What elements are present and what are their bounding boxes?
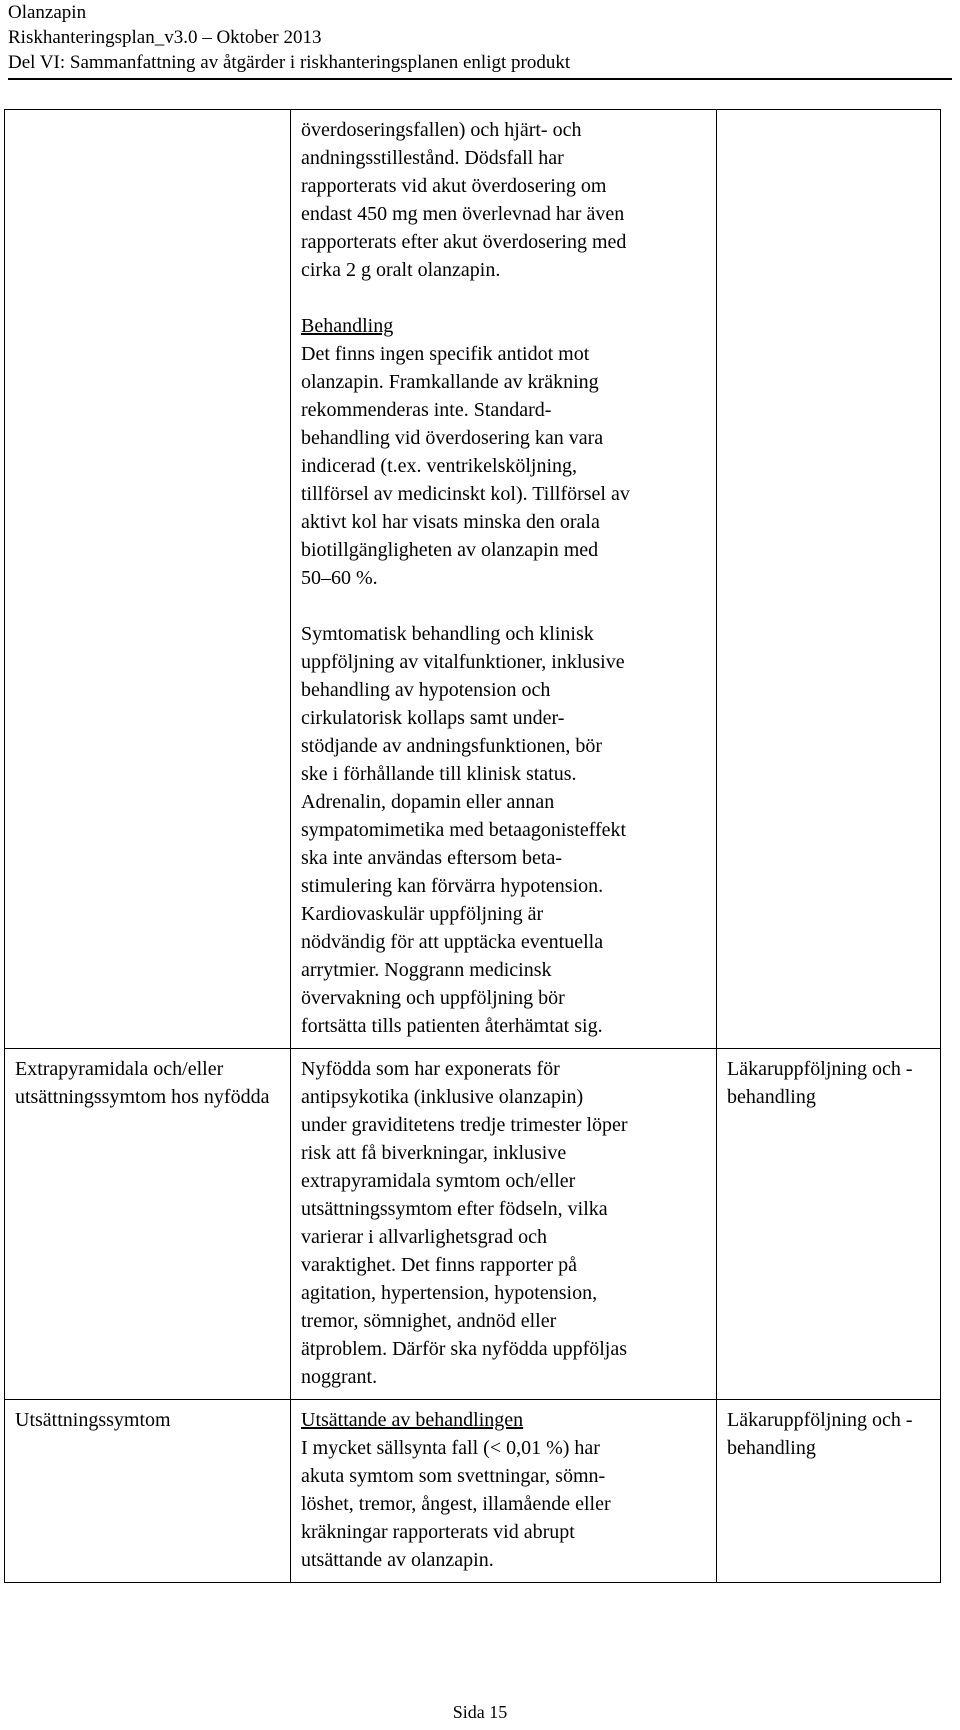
description-cell: [291, 1400, 717, 1583]
paragraph-line: ska inte användas eftersom beta-: [301, 847, 563, 869]
paragraph-line: biotillgängligheten av olanzapin med: [301, 539, 599, 561]
paragraph-line: Nyfödda som har exponerats för: [301, 1058, 560, 1080]
paragraph-line: Adrenalin, dopamin eller annan: [301, 791, 555, 813]
paragraph-line: tillförsel av medicinskt kol). Tillförsel av: [301, 483, 630, 505]
paragraph-line: indicerad (t.ex. ventrikelsköljning,: [301, 455, 578, 477]
risk-table-body: [5, 110, 941, 1583]
risk-cell: Extrapyramidala och/eller utsättningssymtom hos nyfödda: [5, 1049, 291, 1400]
paragraph-line: uppföljning av vitalfunktioner, inklusive: [301, 651, 625, 673]
paragraph-line: stimulering kan förvärra hypotension.: [301, 875, 604, 897]
paragraph-line: behandling vid överdosering kan vara: [301, 427, 604, 449]
description-paragraph: [301, 620, 706, 1040]
page-number: Sida 15: [452, 1702, 508, 1722]
document-section: Del VI: Sammanfattning av åtgärder i riskhanteringsplanen enligt produkt: [8, 52, 571, 73]
document-version: Riskhanteringsplan_v3.0 – Oktober 2013: [8, 27, 322, 48]
paragraph-line: ätproblem. Därför ska nyfödda uppföljas: [301, 1338, 628, 1360]
paragraph-line: 50–60 %.: [301, 567, 378, 589]
paragraph-line: Det finns ingen specifik antidot mot: [301, 343, 590, 365]
paragraph-line: löshet, tremor, ångest, illamående eller: [301, 1493, 611, 1515]
paragraph-line: under graviditetens tredje trimester löper: [301, 1114, 628, 1136]
paragraph-line: sympatomimetika med betaagonisteffekt: [301, 819, 627, 841]
paragraph-line: aktivt kol har visats minska den orala: [301, 511, 600, 533]
paragraph-line: antipsykotika (inklusive olanzapin): [301, 1086, 584, 1108]
paragraph-line: cirka 2 g oralt olanzapin.: [301, 259, 501, 281]
paragraph-line: ske i förhållande till klinisk status.: [301, 763, 577, 785]
paragraph-line: utsättningssymtom efter födseln, vilka: [301, 1198, 608, 1220]
table-row: [5, 110, 941, 1049]
paragraph-line: tremor, sömnighet, andnöd eller: [301, 1310, 557, 1332]
description-paragraph: [301, 116, 706, 284]
paragraph-line: nödvändig för att upptäcka eventuella: [301, 931, 604, 953]
paragraph-line: risk att få biverkningar, inklusive: [301, 1142, 567, 1164]
paragraph-line: rekommenderas inte. Standard-: [301, 399, 552, 421]
paragraph-line: I mycket sällsynta fall (< 0,01 %) har: [301, 1437, 600, 1459]
header-divider: [8, 78, 952, 80]
paragraph-line: rapporterats efter akut överdosering med: [301, 231, 627, 253]
paragraph-line: akuta symtom som svettningar, sömn-: [301, 1465, 606, 1487]
paragraph-heading: Utsättande av behandlingen: [301, 1409, 524, 1431]
paragraph-line: fortsätta tills patienten återhämtat sig.: [301, 1015, 603, 1037]
paragraph-line: andningsstillestånd. Dödsfall har: [301, 147, 564, 169]
paragraph-line: utsättande av olanzapin.: [301, 1549, 494, 1571]
paragraph-line: överdoseringsfallen) och hjärt- och: [301, 119, 582, 141]
paragraph-line: kräkningar rapporterats vid abrupt: [301, 1521, 575, 1543]
description-paragraph: [301, 1406, 706, 1574]
paragraph-line: varaktighet. Det finns rapporter på: [301, 1254, 578, 1276]
paragraph-line: behandling av hypotension och: [301, 679, 551, 701]
measure-cell: Läkaruppföljning och -behandling: [717, 1400, 941, 1583]
measure-cell: Läkaruppföljning och -behandling: [717, 1049, 941, 1400]
paragraph-line: endast 450 mg men överlevnad har även: [301, 203, 625, 225]
paragraph-line: rapporterats vid akut överdosering om: [301, 175, 607, 197]
risk-cell: Utsättningssymtom: [5, 1400, 291, 1583]
paragraph-line: Symtomatisk behandling och klinisk: [301, 623, 594, 645]
measure-cell: [717, 110, 941, 1049]
table-row: [5, 1049, 941, 1400]
document-title: Olanzapin: [8, 2, 87, 23]
paragraph-line: Kardiovaskulär uppföljning är: [301, 903, 544, 925]
paragraph-line: stödjande av andningsfunktionen, bör: [301, 735, 603, 757]
description-cell: [291, 110, 717, 1049]
paragraph-heading: Behandling: [301, 315, 394, 337]
page-header: [8, 0, 952, 75]
paragraph-line: olanzapin. Framkallande av kräkning: [301, 371, 599, 393]
paragraph-line: agitation, hypertension, hypotension,: [301, 1282, 598, 1304]
description-cell: [291, 1049, 717, 1400]
paragraph-line: noggrant.: [301, 1366, 378, 1388]
description-paragraph: [301, 312, 706, 592]
paragraph-line: övervakning och uppföljning bör: [301, 987, 565, 1009]
risk-cell: [5, 110, 291, 1049]
paragraph-line: arrytmier. Noggrann medicinsk: [301, 959, 552, 981]
paragraph-line: varierar i allvarlighetsgrad och: [301, 1226, 547, 1248]
paragraph-line: cirkulatorisk kollaps samt under-: [301, 707, 565, 729]
paragraph-line: extrapyramidala symtom och/eller: [301, 1170, 576, 1192]
description-paragraph: [301, 1055, 706, 1391]
risk-table: [4, 109, 941, 1583]
table-row: [5, 1400, 941, 1583]
